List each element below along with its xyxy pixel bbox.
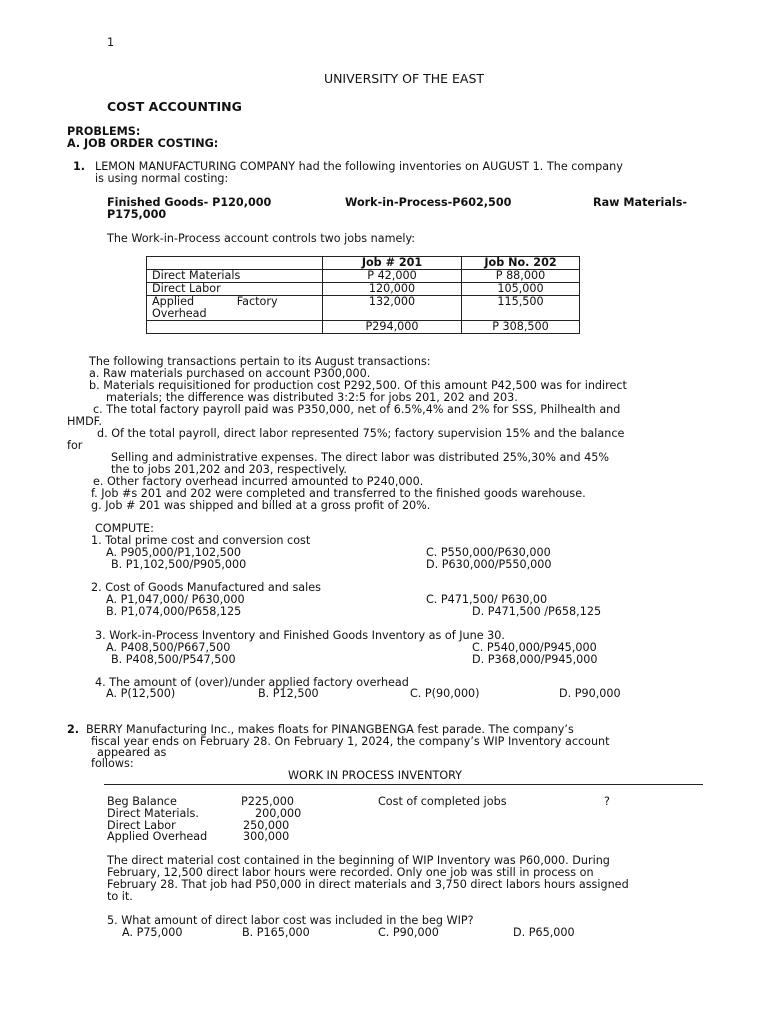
- transaction-c-cont: HMDF.: [67, 415, 102, 428]
- question-2-option-d: D. P471,500 /P658,125: [472, 605, 602, 618]
- compute-label: COMPUTE:: [95, 522, 154, 535]
- question-5-option-c: C. P90,000: [378, 926, 439, 939]
- question-5-option-a: A. P75,000: [122, 926, 183, 939]
- problem-2-paragraph: February 28. That job had P50,000 in direct materials and 3,750 direct labors hours assigned: [107, 878, 629, 891]
- job-202-value: 105,000: [462, 283, 580, 296]
- transaction-d-cont: the to jobs 201,202 and 203, respectively.: [111, 463, 347, 476]
- inventory-wip: Work-in-Process-P602,500: [345, 196, 512, 209]
- question-4-option-c: C. P(90,000): [410, 687, 480, 700]
- table-row: [147, 270, 580, 283]
- applied-overhead-label: Applied Overhead: [107, 830, 208, 843]
- problems-label: PROBLEMS:: [67, 125, 141, 138]
- question-3-option-d: D. P368,000/P945,000: [472, 653, 598, 666]
- job-202-total: P 308,500: [462, 321, 580, 334]
- question-2: 2. Cost of Goods Manufactured and sales: [91, 581, 321, 594]
- question-1-option-a: A. P905,000/P1,102,500: [106, 546, 242, 559]
- question-2-option-b: B. P1,074,000/P658,125: [106, 605, 242, 618]
- row-label-line: Overhead: [152, 307, 207, 320]
- course-title: COST ACCOUNTING: [107, 99, 242, 114]
- t-account-title: WORK IN PROCESS INVENTORY: [288, 769, 463, 782]
- row-label: [147, 321, 323, 334]
- direct-labor-value: 250,000: [243, 819, 290, 832]
- beg-balance-value: P225,000: [241, 795, 295, 808]
- row-label: Direct Materials: [147, 270, 323, 283]
- direct-materials-value: 200,000: [255, 807, 302, 820]
- job-202-value: 115,500: [462, 296, 580, 321]
- question-4-option-a: A. P(12,500): [106, 687, 176, 700]
- inventory-raw-materials: Raw Materials-: [593, 196, 688, 209]
- job-201-value: 120,000: [323, 283, 462, 296]
- table-header-job-201: Job # 201: [323, 257, 462, 270]
- inventory-finished-goods: Finished Goods- P120,000: [107, 196, 272, 209]
- jobs-table: [146, 256, 580, 334]
- table-row: [147, 283, 580, 296]
- transaction-a: a. Raw materials purchased on account P300,000.: [89, 367, 371, 380]
- table-header-row: [147, 257, 580, 270]
- inventory-raw-materials-value: P175,000: [107, 208, 167, 221]
- problem-2-number: 2.: [67, 723, 80, 736]
- completed-jobs-value: ?: [604, 795, 610, 808]
- job-202-value: P 88,000: [462, 270, 580, 283]
- row-label-line: Applied Factory: [152, 295, 278, 308]
- table-row: [147, 296, 580, 321]
- question-3: 3. Work-in-Process Inventory and Finished Goods Inventory as of June 30.: [95, 629, 505, 642]
- question-1-option-d: D. P630,000/P550,000: [426, 558, 552, 571]
- transaction-e: e. Other factory overhead incurred amounted to P240,000.: [93, 475, 424, 488]
- problem-2-intro-cont: follows:: [91, 757, 134, 770]
- problem-1-number: 1.: [73, 160, 86, 173]
- transaction-b-cont: materials; the difference was distributed 3:2:5 for jobs 201, 202 and 203.: [106, 391, 518, 404]
- question-1-option-b: B. P1,102,500/P905,000: [111, 558, 247, 571]
- row-label: Direct Labor: [147, 283, 323, 296]
- wip-note: The Work-in-Process account controls two jobs namely:: [107, 232, 416, 245]
- beg-balance-label: Beg Balance: [107, 795, 177, 808]
- problem-1-intro: LEMON MANUFACTURING COMPANY had the following inventories on AUGUST 1. The company: [95, 160, 623, 173]
- job-201-value: 132,000: [323, 296, 462, 321]
- problem-2-intro: BERRY Manufacturing Inc., makes floats for PINANGBENGA fest parade. The company’s: [86, 723, 574, 736]
- transaction-g: g. Job # 201 was shipped and billed at a gross profit of 20%.: [91, 499, 431, 512]
- page-number: 1: [107, 36, 115, 49]
- question-3-option-c: C. P540,000/P945,000: [472, 641, 597, 654]
- problem-2-paragraph: The direct material cost contained in the beginning of WIP Inventory was P60,000. During: [107, 854, 610, 867]
- question-2-option-a: A. P1,047,000/ P630,000: [106, 593, 245, 606]
- transaction-d-cont: for: [67, 439, 83, 452]
- table-total-row: [147, 321, 580, 334]
- row-label: [147, 296, 323, 321]
- table-header-job-202: Job No. 202: [462, 257, 580, 270]
- problem-2-paragraph: to it.: [107, 890, 133, 903]
- transactions-intro: The following transactions pertain to its August transactions:: [89, 355, 431, 368]
- question-5-option-d: D. P65,000: [513, 926, 575, 939]
- direct-labor-label: Direct Labor: [107, 819, 176, 832]
- question-5-option-b: B. P165,000: [242, 926, 310, 939]
- question-1-option-c: C. P550,000/P630,000: [426, 546, 551, 559]
- problem-2-intro-cont: fiscal year ends on February 28. On February 1, 2024, the company’s WIP Inventory account: [91, 735, 610, 748]
- question-4-option-b: B. P12,500: [258, 687, 319, 700]
- direct-materials-label: Direct Materials.: [107, 807, 199, 820]
- job-201-total: P294,000: [323, 321, 462, 334]
- job-201-value: P 42,000: [323, 270, 462, 283]
- section-a-heading: A. JOB ORDER COSTING:: [67, 137, 219, 150]
- university-title: UNIVERSITY OF THE EAST: [323, 71, 485, 86]
- question-3-option-b: B. P408,500/P547,500: [111, 653, 236, 666]
- completed-jobs-label: Cost of completed jobs: [378, 795, 507, 808]
- transaction-d: d. Of the total payroll, direct labor represented 75%; factory supervision 15% and the balance: [97, 427, 625, 440]
- question-2-option-c: C. P471,500/ P630,00: [426, 593, 548, 606]
- question-3-option-a: A. P408,500/P667,500: [106, 641, 231, 654]
- question-1: 1. Total prime cost and conversion cost: [91, 534, 311, 547]
- transaction-b: b. Materials requisitioned for production cost P292,500. Of this amount P42,500 was for indirect: [89, 379, 627, 392]
- problem-2-paragraph: February, 12,500 direct labor hours were recorded. Only one job was still in process on: [107, 866, 594, 879]
- problem-1-intro-cont: is using normal costing:: [95, 172, 229, 185]
- t-account-rule: [104, 784, 703, 785]
- transaction-f: f. Job #s 201 and 202 were completed and transferred to the finished goods warehouse.: [91, 487, 586, 500]
- table-header-cell: [147, 257, 323, 270]
- applied-overhead-value: 300,000: [243, 830, 290, 843]
- transaction-d-cont: Selling and administrative expenses. The direct labor was distributed 25%,30% and 45%: [111, 451, 610, 464]
- question-5: 5. What amount of direct labor cost was included in the beg WIP?: [107, 914, 474, 927]
- question-4: 4. The amount of (over)/under applied factory overhead: [95, 676, 409, 689]
- transaction-c: c. The total factory payroll paid was P350,000, net of 6.5%,4% and 2% for SSS, Philhealth and: [93, 403, 621, 416]
- problem-2-intro-cont: appeared as: [97, 746, 167, 759]
- question-4-option-d: D. P90,000: [559, 687, 621, 700]
